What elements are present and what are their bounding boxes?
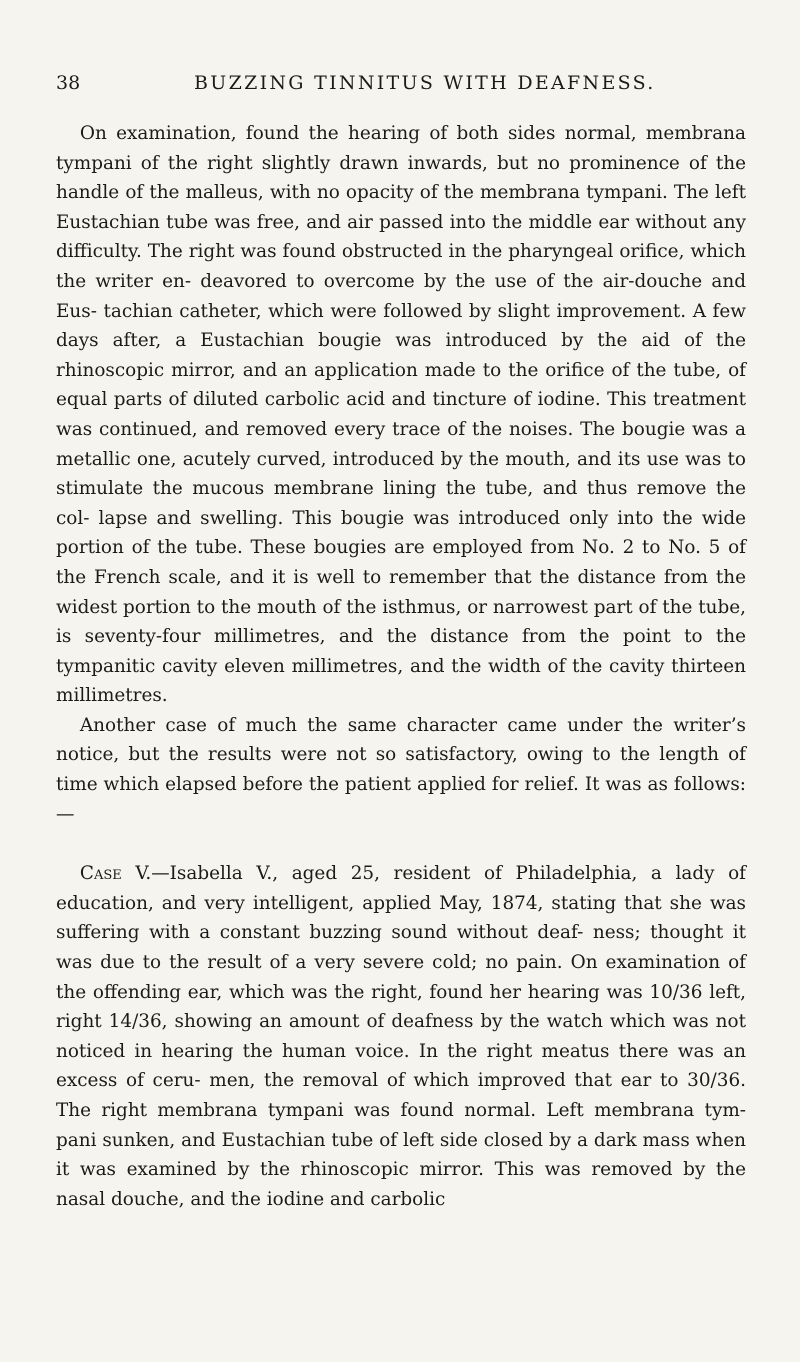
paragraph-examination: On examination, found the hearing of both sides normal, membrana tympani of the right slightly drawn inwards, but no prominence of the handle of the malleus, with no opacity of the membrana tympani. The left Eustachian tube was free, and air passed into the middle ear without any difficulty. The right was found obstructed in the pharyngeal orifice, which the writer en- deavored to overcome by the use of the air-douche and Eus- tachian catheter, which were followed by slight improvement. A few days after, a Eustachian bougie was introduced by the aid of the rhinoscopic mirror, and an application made to the orifice of the tube, of equal parts of diluted carbolic acid and tincture of iodine. This treatment was continued, and removed every trace of the noises. The bougie was a metallic one, acutely curved, introduced by the mouth, and its use was to stimulate the mucous membrane lining the tube, and thus remove the col- lapse and swelling. This bougie was introduced only into the wide portion of the tube. These bougies are employed from No. 2 to No. 5 of the French scale, and it is well to remember that the distance from the widest portion to the mouth of the isthmus, or narrowest part of the tube, is seventy-four millimetres, and the distance from the point to the tympanitic cavity eleven millimetres, and the width of the cavity thirteen millimetres.	[56, 123, 746, 707]
case-label: Case V.	[79, 863, 152, 885]
paragraph-another-case: Another case of much the same character came under the writer’s notice, but the results were not so satisfactory, owing to the length of time which elapsed before the patient applied for relief. It was as follows:—	[56, 714, 746, 825]
case-text: —Isabella V., aged 25, resident of Philadelphia, a lady of education, and very intelligent, applied May, 1874, stating that she was suffering with a constant buzzing sound without deaf- ness; thought it was due to the result of a very severe cold; no pain. On examination of the offending ear, which was the right, found her hearing was 10/36 left, right 14/36, showing an amount of deafness by the watch which was not noticed in hearing the human voice. In the right meatus there was an excess of ceru- men, the removal of which improved that ear to 30/36. The right membrana tympani was found normal. Left membrana tym- pani sunken, and Eustachian tube of left side closed by a dark mass when it was examined by the rhinoscopic mirror. This was removed by the nasal douche, and the iodine and carbolic	[56, 863, 746, 1210]
running-head	[56, 72, 746, 108]
paragraph-case-v	[56, 859, 746, 1214]
body-text	[56, 119, 746, 1214]
page-number: 38	[56, 72, 81, 94]
running-title: BUZZING TINNITUS WITH DEAFNESS.	[194, 72, 656, 94]
book-page	[56, 72, 746, 1214]
